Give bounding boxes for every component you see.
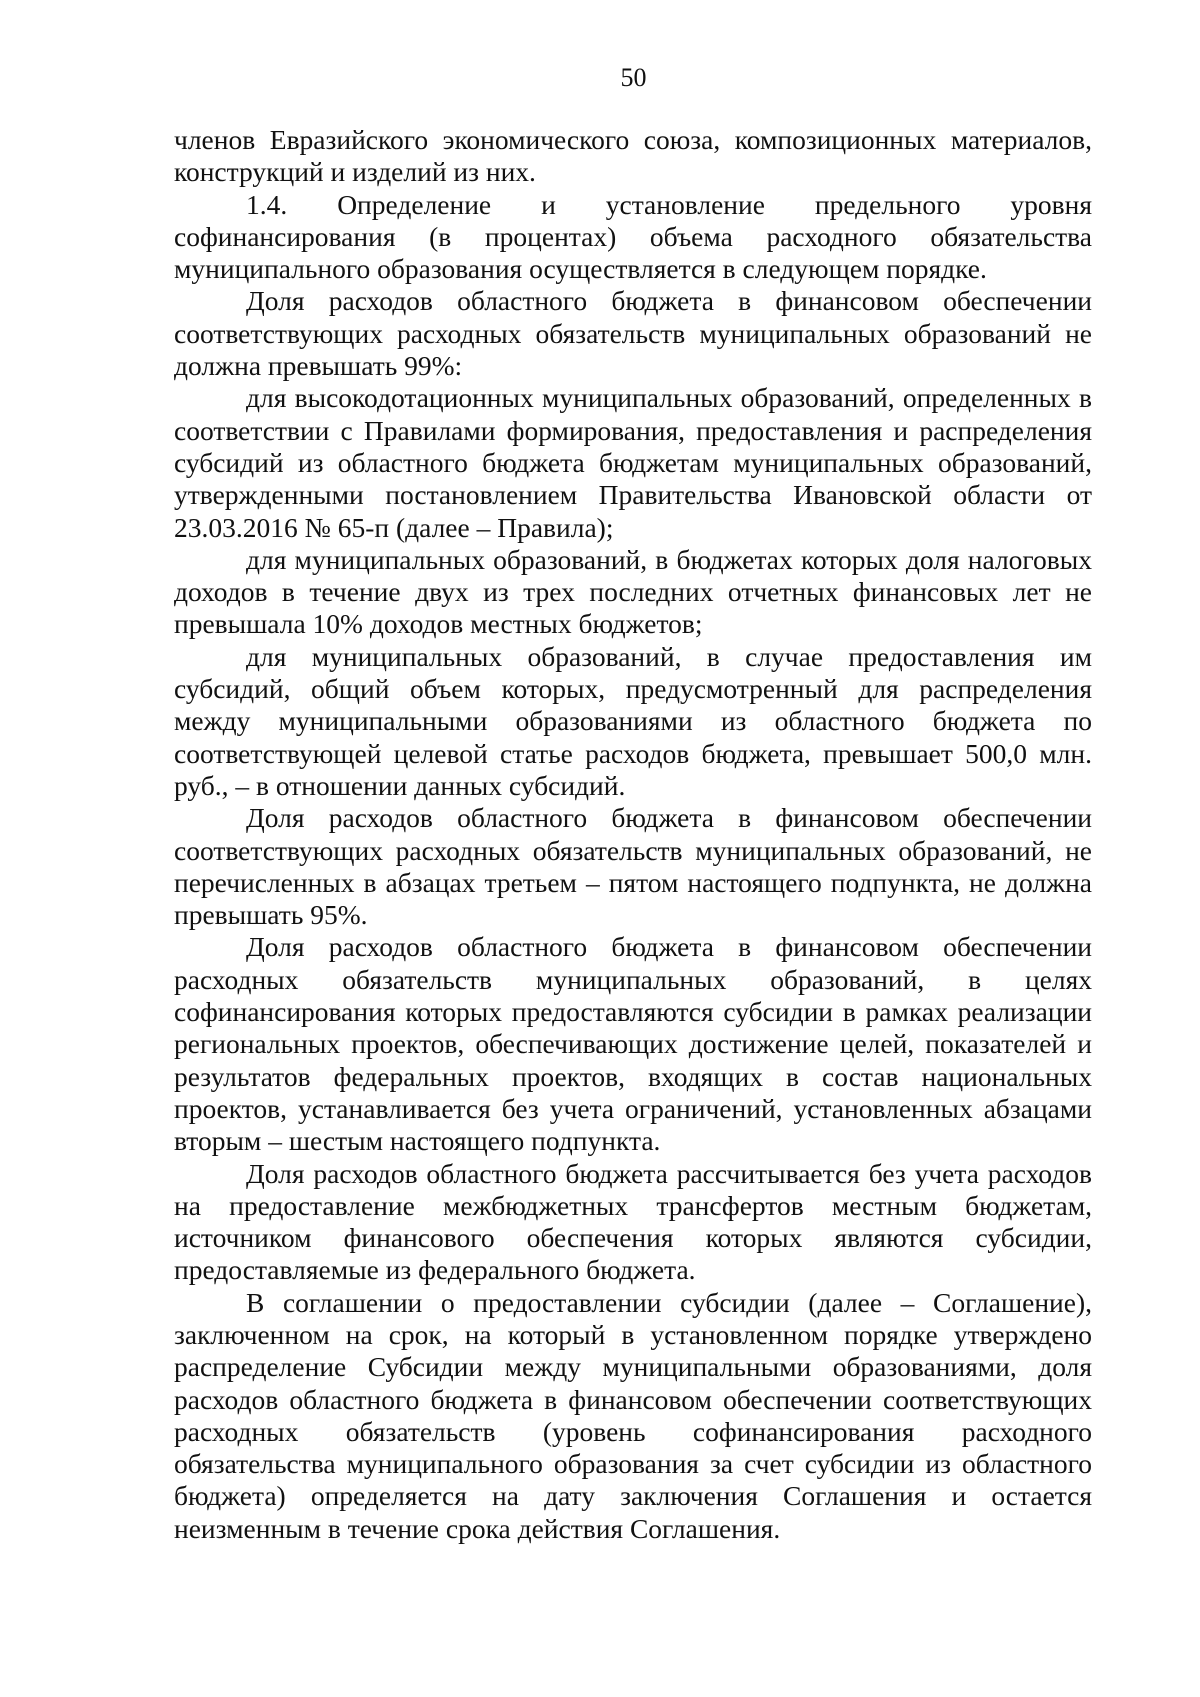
paragraph: Доля расходов областного бюджета рассчитывается без учета расходов на предоставление межбюджетных трансфертов местным бюджетам, источником финансового обеспечения которых являются субсидии, предоставляемые из федерального бюджета. xyxy=(174,1157,1092,1286)
paragraph: для муниципальных образований, в случае предоставления им субсидий, общий объем которых, предусмотренный для распределения между муниципальными образованиями из областного бюджета по соответствующей целевой статье расходов бюджета, превышает 500,0 млн. руб., – в отношении данных субсидий. xyxy=(174,640,1092,801)
paragraph: Доля расходов областного бюджета в финансовом обеспечении соответствующих расходных обязательств муниципальных образований, не перечисленных в абзацах третьем – пятом настоящего подпункта, не должна превышать 95%. xyxy=(174,802,1092,931)
paragraph: членов Евразийского экономического союза, композиционных материалов, конструкций и изделий из них. xyxy=(174,124,1092,188)
paragraph: для высокодотационных муниципальных образований, определенных в соответствии с Правилами формирования, предоставления и распределения субсидий из областного бюджета бюджетам муниципальных образований, утвержденными постановлением Правительства Ивановской области от 23.03.2016 № 65-п (далее – Правила); xyxy=(174,382,1092,543)
paragraph: 1.4. Определение и установление предельного уровня софинансирования (в процентах) объема расходного обязательства муниципального образования осуществляется в следующем порядке. xyxy=(174,188,1092,285)
paragraph: Доля расходов областного бюджета в финансовом обеспечении расходных обязательств муниципальных образований, в целях софинансирования которых предоставляются субсидии в рамках реализации региональных проектов, обеспечивающих достижение целей, показателей и результатов федеральных проектов, входящих в состав национальных проектов, устанавливается без учета ограничений, установленных абзацами вторым – шестым настоящего подпункта. xyxy=(174,931,1092,1157)
paragraph: Доля расходов областного бюджета в финансовом обеспечении соответствующих расходных обязательств муниципальных образований не должна превышать 99%: xyxy=(174,285,1092,382)
paragraph: для муниципальных образований, в бюджетах которых доля налоговых доходов в течение двух из трех последних отчетных финансовых лет не превышала 10% доходов местных бюджетов; xyxy=(174,543,1092,640)
page-number: 50 xyxy=(620,63,647,92)
paragraph: В соглашении о предоставлении субсидии (далее – Соглашение), заключенном на срок, на который в установленном порядке утверждено распределение Субсидии между муниципальными образованиями, доля расходов областного бюджета в финансовом обеспечении соответствующих расходных обязательств (уровень софинансирования расходного обязательства муниципального образования за счет субсидии из областного бюджета) определяется на дату заключения Соглашения и остается неизменным в течение срока действия Соглашения. xyxy=(174,1286,1092,1544)
document-body xyxy=(174,124,1092,1545)
